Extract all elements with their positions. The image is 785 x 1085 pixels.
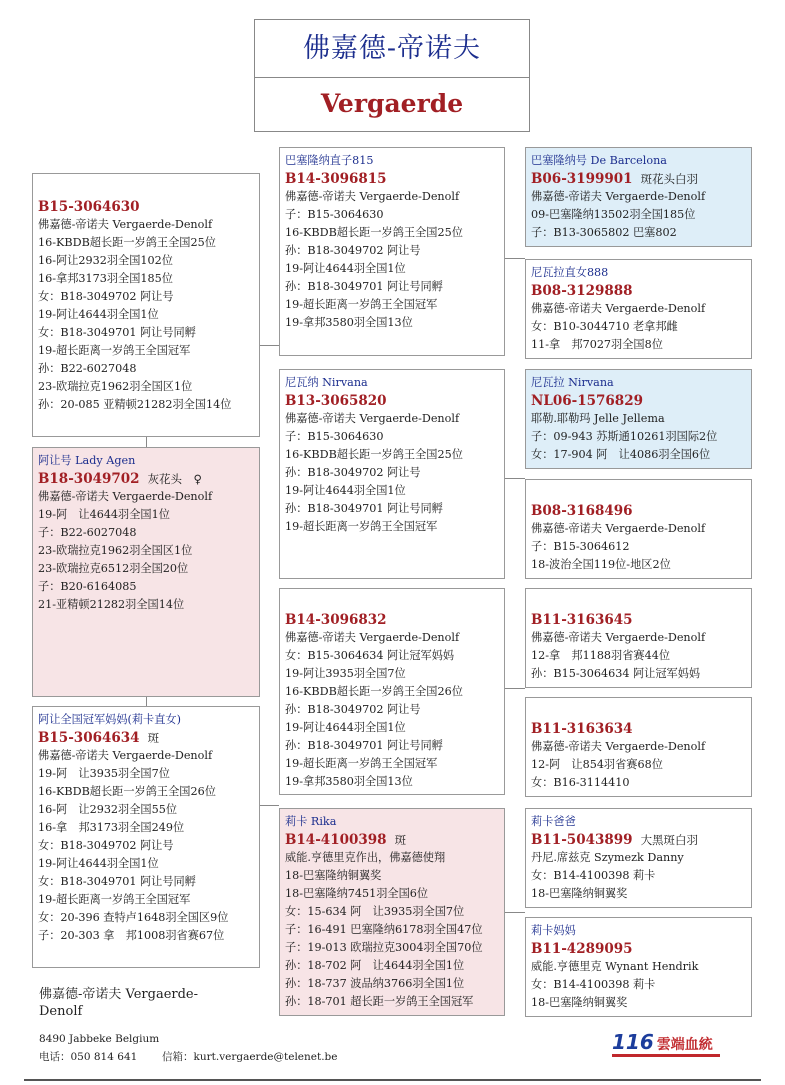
info-line: 19-超长距离一岁鸽王全国冠军 [285, 520, 438, 533]
info-line: 19-超长距离一岁鸽王全国冠军 [38, 893, 191, 906]
ring-number [38, 729, 254, 747]
info-line: 孙：18-737 波品纳3766羽全国1位 [285, 977, 465, 990]
info-line: 19-阿让4644羽全国1位 [38, 857, 159, 870]
info-line: 子：B15-3064630 [285, 208, 384, 221]
pedigree-box-ssd[interactable] [525, 259, 752, 359]
bird-color: 斑花头白羽 [640, 172, 699, 186]
pedigree-box-ddd[interactable] [525, 917, 752, 1017]
info-line: 佛嘉德-帝诺夫 Vergaerde-Denolf [531, 740, 706, 753]
info-line: 11-拿 邦7027羽全国8位 [531, 338, 663, 351]
info-line: 女：B15-3064634 阿让冠军妈妈 [285, 649, 455, 662]
info-line: 18-巴塞隆纳铜翼奖 [531, 996, 628, 1009]
info-line: 女：B18-3049701 阿让号同孵 [38, 875, 196, 888]
info-line: 孙：18-702 阿 让4644羽全国1位 [285, 959, 465, 972]
info-line: 19-拿邦3580羽全国13位 [285, 316, 413, 329]
loft-title-english: Vergaerde [320, 89, 464, 118]
info-line: 孙：B18-3049702 阿让号 [285, 703, 421, 716]
info-line: 孙：B15-3064634 阿让冠军妈妈 [531, 667, 701, 680]
ring-number: B08-3168496 [531, 503, 633, 519]
bird-name: 尼瓦拉 Nirvana [531, 376, 614, 389]
connector [260, 345, 279, 346]
info-line: 19-超长距离一岁鸽王全国冠军 [38, 344, 191, 357]
ring-number [531, 170, 746, 188]
info-line: 19-阿 让4644羽全国1位 [38, 508, 170, 521]
info-line: 子：B22-6027048 [38, 526, 137, 539]
bird-name: 巴塞隆纳直子815 [285, 154, 374, 167]
bird-name: 尼瓦拉直女888 [531, 266, 609, 279]
info-line: 16-KBDB超长距一岁鸽王全国25位 [38, 236, 216, 249]
connector [505, 912, 525, 913]
info-line: 子：B15-3064612 [531, 540, 630, 553]
pedigree-box-sire-sire[interactable] [279, 147, 505, 356]
info-line: 子：09-943 苏斯通10261羽国际2位 [531, 430, 718, 443]
info-line: 孙：B22-6027048 [38, 362, 137, 375]
bird-name: 莉卡妈妈 [531, 924, 576, 937]
info-line: 女：B18-3049702 阿让号 [38, 839, 174, 852]
info-line: 孙：B18-3049701 阿让号同孵 [285, 739, 443, 752]
ring-number: B15-3064630 [38, 199, 140, 215]
ring-id: B11-5043899 [531, 832, 633, 848]
info-line: 19-超长距离一岁鸽王全国冠军 [285, 298, 438, 311]
info-line: 佛嘉德-帝诺夫 Vergaerde-Denolf [531, 631, 706, 644]
ring-number: B08-3129888 [531, 283, 633, 299]
ring-number: NL06-1576829 [531, 393, 643, 409]
info-line: 佛嘉德-帝诺夫 Vergaerde-Denolf [38, 490, 213, 503]
info-line: 女：B18-3049701 阿让号同孵 [38, 326, 196, 339]
ring-number [285, 831, 499, 849]
info-line: 女：B10-3044710 老拿邦雌 [531, 320, 678, 333]
pedigree-box-dds[interactable] [525, 808, 752, 908]
owner-name: 佛嘉德-帝诺夫 Vergaerde-Denolf [39, 987, 199, 1019]
info-line: 18-波治全国119位-地区2位 [531, 558, 671, 571]
pedigree-box-sdd[interactable] [525, 479, 752, 579]
info-line: 18-巴塞隆纳铜翼奖 [285, 869, 382, 882]
info-line: 孙：B18-3049702 阿让号 [285, 244, 421, 257]
info-line: 09-巴塞隆纳13502羽全国185位 [531, 208, 696, 221]
info-line: 孙：20-085 亚精顿21282羽全国14位 [38, 398, 232, 411]
ring-number: B11-4289095 [531, 941, 633, 957]
connector [146, 437, 147, 447]
bird-color: 大黑斑白羽 [640, 833, 699, 847]
info-line: 12-拿 邦1188羽省赛44位 [531, 649, 671, 662]
info-line: 佛嘉德-帝诺夫 Vergaerde-Denolf [285, 190, 460, 203]
bird-color: 斑 [147, 731, 160, 745]
info-line: 佛嘉德-帝诺夫 Vergaerde-Denolf [531, 302, 706, 315]
info-line: 威能.亨德里克作出，佛嘉德使翔 [285, 851, 446, 864]
pedigree-box-sire[interactable] [32, 173, 260, 437]
logo-number: 116 [612, 1030, 654, 1054]
info-line: 23-欧瑞拉克1962羽全国区1位 [38, 380, 193, 393]
ring-number: B14-3096832 [285, 612, 387, 628]
address: 8490 Jabbeke Belgium [39, 1033, 160, 1045]
info-line: 女：20-396 查特卢1648羽全国区9位 [38, 911, 229, 924]
bird-name: 阿让号 Lady Agen [38, 454, 136, 467]
info-line: 佛嘉德-帝诺夫 Vergaerde-Denolf [531, 522, 706, 535]
info-line: 子：B20-6164085 [38, 580, 137, 593]
info-line: 孙：B18-3049702 阿让号 [285, 466, 421, 479]
logo-underline [612, 1054, 720, 1057]
pedigree-box-dam-dam[interactable] [279, 808, 505, 1016]
ring-number: B14-3096815 [285, 171, 387, 187]
pedigree-box-dam[interactable] [32, 706, 260, 968]
info-line: 佛嘉德-帝诺夫 Vergaerde-Denolf [531, 190, 706, 203]
ring-id: B15-3064634 [38, 730, 140, 746]
info-line: 16-KBDB超长距一岁鸽王全国26位 [38, 785, 216, 798]
info-line: 23-欧瑞拉克1962羽全国区1位 [38, 544, 193, 557]
info-line: 孙：B18-3049701 阿让号同孵 [285, 280, 443, 293]
info-line: 佛嘉德-帝诺夫 Vergaerde-Denolf [285, 412, 460, 425]
info-line: 子：20-303 拿 邦1008羽省赛67位 [38, 929, 225, 942]
info-line: 佛嘉德-帝诺夫 Vergaerde-Denolf [285, 631, 460, 644]
pedigree-box-sire-dam[interactable] [279, 369, 505, 579]
info-line: 威能.亨德里克 Wynant Hendrik [531, 960, 699, 973]
connector [505, 258, 525, 259]
info-line: 16-KBDB超长距一岁鸽王全国26位 [285, 685, 463, 698]
info-line: 丹尼.席兹克 Szymezk Danny [531, 851, 684, 864]
info-line: 女：B14-4100398 莉卡 [531, 978, 656, 991]
info-line: 19-超长距离一岁鸽王全国冠军 [285, 757, 438, 770]
phone: 电话：050 814 641 [39, 1051, 138, 1063]
ring-number [531, 831, 746, 849]
info-line: 19-阿让4644羽全国1位 [38, 308, 159, 321]
bottom-rule [24, 1079, 761, 1081]
info-line: 19-阿让3935羽全国7位 [285, 667, 406, 680]
info-line: 12-阿 让854羽省赛68位 [531, 758, 663, 771]
info-line: 23-欧瑞拉克6512羽全国20位 [38, 562, 189, 575]
bird-name: 阿让全国冠军妈妈(莉卡直女) [38, 713, 181, 726]
ring-id: B14-4100398 [285, 832, 387, 848]
info-line: 子：B15-3064630 [285, 430, 384, 443]
info-line: 孙：B18-3049701 阿让号同孵 [285, 502, 443, 515]
connector [146, 697, 147, 706]
pedigree-box-sss[interactable] [525, 147, 752, 247]
connector [505, 478, 525, 479]
info-line: 耶勒.耶勒玛 Jelle Jellema [531, 412, 665, 425]
loft-title-chinese: 佛嘉德-帝诺夫 [255, 20, 529, 78]
info-line: 女：B16-3114410 [531, 776, 630, 789]
info-line: 佛嘉德-帝诺夫 Vergaerde-Denolf [38, 749, 213, 762]
ring-number [38, 470, 254, 488]
info-line: 16-阿 让2932羽全国55位 [38, 803, 178, 816]
info-line: 女：15-634 阿 让3935羽全国7位 [285, 905, 465, 918]
info-line: 16-KBDB超长距一岁鸽王全国25位 [285, 448, 463, 461]
pedigree-box-dam-sire[interactable] [279, 588, 505, 795]
email[interactable]: 信箱：kurt.vergaerde@telenet.be [162, 1051, 338, 1063]
pedigree-box-dss[interactable] [525, 588, 752, 688]
pedigree-box-sds[interactable] [525, 369, 752, 469]
info-line: 女：17-904 阿 让4086羽全国6位 [531, 448, 711, 461]
info-line: 19-阿让4644羽全国1位 [285, 721, 406, 734]
title-box [254, 19, 530, 132]
bird-name: 尼瓦纳 Nirvana [285, 376, 368, 389]
info-line: 子：B13-3065802 巴塞802 [531, 226, 677, 239]
info-line: 16-拿邦3173羽全国185位 [38, 272, 173, 285]
pedigree-box-subject[interactable] [32, 447, 260, 697]
ring-number: B13-3065820 [285, 393, 387, 409]
bird-color: 斑 [394, 833, 407, 847]
info-line: 女：B18-3049702 阿让号 [38, 290, 174, 303]
info-line: 21-亚精顿21282羽全国14位 [38, 598, 185, 611]
info-line: 19-阿让4644羽全国1位 [285, 484, 406, 497]
info-line: 女：B14-4100398 莉卡 [531, 869, 656, 882]
connector [260, 805, 279, 806]
info-line: 子：19-013 欧瑞拉克3004羽全国70位 [285, 941, 483, 954]
info-line: 19-拿邦3580羽全国13位 [285, 775, 413, 788]
info-line: 16-KBDB超长距一岁鸽王全国25位 [285, 226, 463, 239]
ring-id: B18-3049702 [38, 471, 140, 487]
pedigree-box-dsd[interactable] [525, 697, 752, 797]
logo-text: 雲端血統 [656, 1037, 713, 1053]
info-line: 16-拿 邦3173羽全国249位 [38, 821, 185, 834]
connector [505, 688, 525, 689]
bird-name: 莉卡爸爸 [531, 815, 576, 828]
ring-id: B06-3199901 [531, 171, 633, 187]
ring-number: B11-3163645 [531, 612, 633, 628]
info-line: 16-阿让2932羽全国102位 [38, 254, 173, 267]
info-line: 19-阿 让3935羽全国7位 [38, 767, 170, 780]
info-line: 孙：18-701 超长距一岁鸽王全国冠军 [285, 995, 474, 1008]
bird-name: 巴塞隆纳号 De Barcelona [531, 154, 667, 167]
info-line: 子：16-491 巴塞隆纳6178羽全国47位 [285, 923, 483, 936]
ring-number: B11-3163634 [531, 721, 633, 737]
info-line: 18-巴塞隆纳7451羽全国6位 [285, 887, 429, 900]
info-line: 19-阿让4644羽全国1位 [285, 262, 406, 275]
bird-color: 灰花头 ♀ [147, 472, 202, 486]
bird-name: 莉卡 Rika [285, 815, 337, 828]
info-line: 佛嘉德-帝诺夫 Vergaerde-Denolf [38, 218, 213, 231]
info-line: 18-巴塞隆纳铜翼奖 [531, 887, 628, 900]
site-logo [612, 1030, 722, 1058]
